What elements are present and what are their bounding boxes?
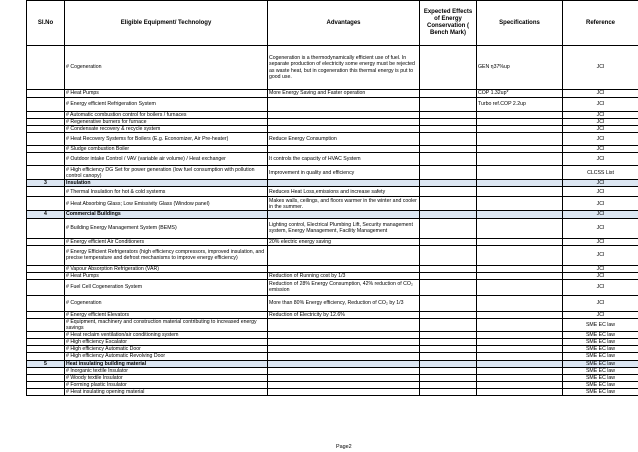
- cell-slno: [27, 346, 65, 353]
- cell-specifications: [477, 187, 563, 197]
- cell-advantages: Reduction of Electricity by 12.6%: [268, 311, 420, 318]
- cell-specifications: [477, 153, 563, 166]
- cell-equipment: # Energy efficient Elevators: [65, 311, 268, 318]
- cell-specifications: [477, 295, 563, 311]
- cell-slno: [27, 98, 65, 112]
- table-row: [27, 381, 638, 388]
- cell-equipment: # High efficiency Automatic Revolving Door: [65, 353, 268, 360]
- cell-reference: JCI: [563, 311, 638, 318]
- cell-specifications: [477, 133, 563, 146]
- cell-slno: [27, 197, 65, 211]
- table-row: [27, 98, 638, 112]
- cell-expected-effects: [420, 98, 477, 112]
- cell-equipment: Insulation: [65, 180, 268, 187]
- cell-reference: JCI: [563, 46, 638, 90]
- cell-advantages: [268, 126, 420, 133]
- cell-equipment: # Equipment, machinery and construction material contributing to increased energy savings: [65, 318, 268, 331]
- table-row: [27, 295, 638, 311]
- cell-equipment: Commercial Buildings: [65, 211, 268, 218]
- cell-specifications: [477, 279, 563, 295]
- cell-equipment: # Cogeneration: [65, 295, 268, 311]
- cell-equipment: Heat insulating building material: [65, 360, 268, 367]
- cell-reference: JCI: [563, 272, 638, 279]
- cell-slno: [27, 311, 65, 318]
- cell-slno: [27, 388, 65, 395]
- cell-specifications: [477, 272, 563, 279]
- header-expected-effects: Expected Effects of Energy Conservation ( Bench Mark): [420, 1, 477, 46]
- table-row: [27, 238, 638, 245]
- cell-reference: JCI: [563, 295, 638, 311]
- cell-slno: [27, 295, 65, 311]
- cell-expected-effects: [420, 318, 477, 331]
- cell-specifications: [477, 126, 563, 133]
- table-row: [27, 166, 638, 180]
- cell-reference: SME EC law: [563, 332, 638, 339]
- cell-slno: [27, 318, 65, 331]
- table-row: [27, 339, 638, 346]
- cell-advantages: Cogeneration is a thermodynamically efficient use of fuel. In separate production of electricity some energy must be rejected as waste heat, but in cogeneration this thermal energy is put to good use.: [268, 46, 420, 90]
- cell-advantages: [268, 211, 420, 218]
- cell-expected-effects: [420, 146, 477, 153]
- cell-equipment: # Inorganic textile Insulator: [65, 367, 268, 374]
- cell-specifications: [477, 238, 563, 245]
- table-row: [27, 119, 638, 126]
- cell-slno: [27, 46, 65, 90]
- cell-equipment: # Heat Absorbing Glass; Low Emissivity Glass (Window panel): [65, 197, 268, 211]
- cell-specifications: [477, 332, 563, 339]
- cell-equipment: # Heat Pumps: [65, 272, 268, 279]
- cell-advantages: Makes walls, ceilings, and floors warmer in the winter and cooler in the summer.: [268, 197, 420, 211]
- cell-slno: [27, 133, 65, 146]
- cell-slno: [27, 381, 65, 388]
- section-row: [27, 211, 638, 218]
- cell-equipment: # Heat reclaim ventilation/air conditioning system: [65, 332, 268, 339]
- cell-advantages: [268, 180, 420, 187]
- cell-reference: SME EC law: [563, 353, 638, 360]
- cell-advantages: Reduction of 28% Energy Consumption, 42% reduction of CO₂ emission: [268, 279, 420, 295]
- cell-specifications: COP 1.32up*: [477, 90, 563, 98]
- cell-slno: [27, 265, 65, 272]
- cell-reference: CLCSS List: [563, 166, 638, 180]
- header-equipment: Eligible Equipment/ Technology: [65, 1, 268, 46]
- cell-reference: JCI: [563, 90, 638, 98]
- table-header-row: [27, 1, 638, 46]
- page-footer: Page2: [336, 444, 352, 450]
- cell-equipment: # Condensate recovery & recycle system: [65, 126, 268, 133]
- cell-specifications: [477, 166, 563, 180]
- cell-slno: [27, 272, 65, 279]
- cell-equipment: # Cogeneration: [65, 46, 268, 90]
- cell-specifications: [477, 180, 563, 187]
- cell-specifications: [477, 311, 563, 318]
- cell-reference: JCI: [563, 197, 638, 211]
- cell-expected-effects: [420, 126, 477, 133]
- cell-equipment: # Sludge combustion Boiler: [65, 146, 268, 153]
- cell-expected-effects: [420, 272, 477, 279]
- cell-slno: [27, 126, 65, 133]
- cell-slno: [27, 374, 65, 381]
- cell-advantages: [268, 381, 420, 388]
- cell-expected-effects: [420, 279, 477, 295]
- cell-expected-effects: [420, 112, 477, 119]
- cell-specifications: GEN η37%up: [477, 46, 563, 90]
- cell-advantages: [268, 112, 420, 119]
- header-reference: Reference: [563, 1, 638, 46]
- cell-advantages: It controls the capacity of HVAC System: [268, 153, 420, 166]
- cell-expected-effects: [420, 197, 477, 211]
- cell-expected-effects: [420, 166, 477, 180]
- cell-specifications: [477, 211, 563, 218]
- cell-specifications: [477, 353, 563, 360]
- table-row: [27, 197, 638, 211]
- cell-expected-effects: [420, 119, 477, 126]
- cell-reference: SME EC law: [563, 339, 638, 346]
- cell-equipment: # Heat Pumps: [65, 90, 268, 98]
- cell-specifications: [477, 146, 563, 153]
- cell-slno: [27, 367, 65, 374]
- cell-slno: [27, 339, 65, 346]
- table-row: [27, 126, 638, 133]
- cell-advantages: Reduce Energy Consumption: [268, 133, 420, 146]
- cell-reference: SME EC law: [563, 367, 638, 374]
- cell-reference: JCI: [563, 112, 638, 119]
- section-row: [27, 180, 638, 187]
- cell-advantages: Reduces Heat Loss,emissions and increase safety: [268, 187, 420, 197]
- cell-advantages: [268, 353, 420, 360]
- cell-expected-effects: [420, 180, 477, 187]
- cell-expected-effects: [420, 153, 477, 166]
- table-row: [27, 245, 638, 265]
- cell-advantages: [268, 245, 420, 265]
- cell-reference: JCI: [563, 211, 638, 218]
- section-row: [27, 360, 638, 367]
- cell-expected-effects: [420, 295, 477, 311]
- cell-slno: 4: [27, 211, 65, 218]
- spreadsheet-sheet: [26, 0, 638, 450]
- cell-equipment: # Energy efficient Air Conditioners: [65, 238, 268, 245]
- cell-advantages: Reduction of Running cost by 1/3: [268, 272, 420, 279]
- cell-expected-effects: [420, 90, 477, 98]
- cell-advantages: [268, 339, 420, 346]
- cell-equipment: # Heat Recovery Systems for Boilers (E.g. Economizer, Air Pre-heater): [65, 133, 268, 146]
- cell-slno: 5: [27, 360, 65, 367]
- cell-specifications: [477, 381, 563, 388]
- table-row: [27, 265, 638, 272]
- cell-slno: [27, 332, 65, 339]
- cell-advantages: 20% electric energy saving: [268, 238, 420, 245]
- cell-reference: SME EC law: [563, 318, 638, 331]
- cell-slno: [27, 245, 65, 265]
- cell-expected-effects: [420, 311, 477, 318]
- cell-advantages: [268, 119, 420, 126]
- table-row: [27, 367, 638, 374]
- cell-advantages: [268, 98, 420, 112]
- cell-advantages: [268, 146, 420, 153]
- cell-specifications: [477, 388, 563, 395]
- table-row: [27, 318, 638, 331]
- cell-advantages: Improvement in quality and efficiency: [268, 166, 420, 180]
- cell-reference: JCI: [563, 119, 638, 126]
- cell-equipment: # Energy efficient Refrigeration System: [65, 98, 268, 112]
- cell-equipment: # Vapour Absorption Refrigeration (VAR): [65, 265, 268, 272]
- cell-equipment: # Outdoor intake Control / VAV (variable air volume) / Heat exchanger: [65, 153, 268, 166]
- cell-advantages: More Energy Saving and Faster operation: [268, 90, 420, 98]
- cell-slno: [27, 187, 65, 197]
- cell-reference: JCI: [563, 98, 638, 112]
- header-specifications: Specifications: [477, 1, 563, 46]
- cell-equipment: # Thermal Insulation for hot & cold systems: [65, 187, 268, 197]
- cell-equipment: # Regenerative burners for furnace: [65, 119, 268, 126]
- table-row: [27, 90, 638, 98]
- cell-expected-effects: [420, 381, 477, 388]
- cell-specifications: [477, 112, 563, 119]
- cell-slno: 3: [27, 180, 65, 187]
- cell-expected-effects: [420, 187, 477, 197]
- cell-advantages: [268, 367, 420, 374]
- cell-expected-effects: [420, 374, 477, 381]
- cell-specifications: [477, 265, 563, 272]
- cell-specifications: [477, 218, 563, 238]
- cell-specifications: [477, 367, 563, 374]
- cell-advantages: More than 80% Energy efficiency, Reduction of CO₂ by 1/3: [268, 295, 420, 311]
- cell-slno: [27, 218, 65, 238]
- cell-expected-effects: [420, 46, 477, 90]
- cell-slno: [27, 279, 65, 295]
- cell-advantages: [268, 346, 420, 353]
- table-row: [27, 187, 638, 197]
- equipment-table: [26, 0, 638, 396]
- cell-specifications: [477, 197, 563, 211]
- cell-equipment: # Fuel Cell Cogeneration System: [65, 279, 268, 295]
- cell-slno: [27, 119, 65, 126]
- cell-slno: [27, 238, 65, 245]
- cell-expected-effects: [420, 339, 477, 346]
- cell-advantages: [268, 360, 420, 367]
- cell-reference: JCI: [563, 265, 638, 272]
- table-row: [27, 146, 638, 153]
- cell-expected-effects: [420, 332, 477, 339]
- cell-advantages: [268, 318, 420, 331]
- cell-expected-effects: [420, 265, 477, 272]
- cell-advantages: [268, 332, 420, 339]
- cell-slno: [27, 353, 65, 360]
- cell-equipment: # Heat insulating opening material: [65, 388, 268, 395]
- cell-expected-effects: [420, 346, 477, 353]
- cell-specifications: [477, 318, 563, 331]
- cell-slno: [27, 146, 65, 153]
- table-row: [27, 279, 638, 295]
- cell-reference: JCI: [563, 146, 638, 153]
- cell-specifications: [477, 360, 563, 367]
- cell-expected-effects: [420, 211, 477, 218]
- table-row: [27, 272, 638, 279]
- cell-reference: SME EC law: [563, 388, 638, 395]
- cell-reference: JCI: [563, 218, 638, 238]
- cell-specifications: Turbo ref.COP 2.2up: [477, 98, 563, 112]
- cell-equipment: # High efficiency DG Set for power generation (low fuel consumption with pollution control canopy): [65, 166, 268, 180]
- cell-expected-effects: [420, 133, 477, 146]
- cell-advantages: [268, 388, 420, 395]
- table-row: [27, 46, 638, 90]
- table-row: [27, 311, 638, 318]
- cell-advantages: [268, 374, 420, 381]
- cell-reference: JCI: [563, 153, 638, 166]
- cell-expected-effects: [420, 388, 477, 395]
- cell-slno: [27, 112, 65, 119]
- table-row: [27, 112, 638, 119]
- cell-expected-effects: [420, 238, 477, 245]
- cell-reference: JCI: [563, 279, 638, 295]
- cell-equipment: # Automatic combustion control for boilers / furnaces: [65, 112, 268, 119]
- cell-reference: SME EC law: [563, 374, 638, 381]
- cell-equipment: # High efficiency Escalator: [65, 339, 268, 346]
- cell-slno: [27, 166, 65, 180]
- cell-reference: SME EC law: [563, 360, 638, 367]
- table-row: [27, 218, 638, 238]
- cell-slno: [27, 90, 65, 98]
- cell-reference: JCI: [563, 126, 638, 133]
- cell-reference: JCI: [563, 245, 638, 265]
- table-row: [27, 133, 638, 146]
- cell-expected-effects: [420, 245, 477, 265]
- cell-expected-effects: [420, 353, 477, 360]
- cell-equipment: # Forming plastic Insulator: [65, 381, 268, 388]
- cell-reference: JCI: [563, 180, 638, 187]
- cell-equipment: # Woody textile Insulator: [65, 374, 268, 381]
- cell-slno: [27, 153, 65, 166]
- table-row: [27, 332, 638, 339]
- cell-specifications: [477, 245, 563, 265]
- cell-specifications: [477, 346, 563, 353]
- cell-specifications: [477, 119, 563, 126]
- cell-expected-effects: [420, 360, 477, 367]
- table-row: [27, 374, 638, 381]
- header-slno: Sl.No: [27, 1, 65, 46]
- cell-reference: SME EC law: [563, 346, 638, 353]
- cell-expected-effects: [420, 367, 477, 374]
- header-advantages: Advantages: [268, 1, 420, 46]
- cell-advantages: Lighting control, Electrical Plumbing Lift, Security management system, Energy Management, Facility Management: [268, 218, 420, 238]
- cell-reference: JCI: [563, 187, 638, 197]
- cell-equipment: # Building Energy Management System (BEMS): [65, 218, 268, 238]
- cell-reference: JCI: [563, 238, 638, 245]
- cell-equipment: # High efficiency Automatic Door: [65, 346, 268, 353]
- cell-reference: SME EC law: [563, 381, 638, 388]
- cell-reference: JCI: [563, 133, 638, 146]
- table-row: [27, 346, 638, 353]
- cell-equipment: # Energy Efficient Refrigerators (high efficiency compressors, improved insulation, and precise temperature and defrost mechanisms to improve energy efficiency): [65, 245, 268, 265]
- cell-advantages: [268, 265, 420, 272]
- table-row: [27, 388, 638, 395]
- cell-expected-effects: [420, 218, 477, 238]
- cell-specifications: [477, 339, 563, 346]
- table-row: [27, 153, 638, 166]
- cell-specifications: [477, 374, 563, 381]
- table-row: [27, 353, 638, 360]
